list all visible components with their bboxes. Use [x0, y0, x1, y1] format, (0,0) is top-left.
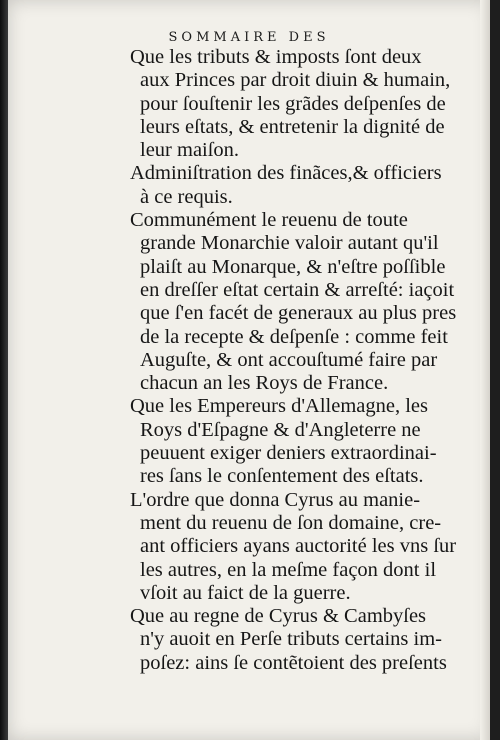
text-line: Auguſte, & ont accouſtumé faire par — [140, 348, 438, 371]
text-line: L'ordre que donna Cyrus au manie- — [130, 488, 421, 511]
text-line: Que au regne de Cyrus & Cambyſes — [130, 605, 427, 628]
page-edge — [480, 0, 490, 740]
text-line: que ſ'en facét de generaux au plus pres — [140, 302, 457, 325]
book-gutter — [0, 0, 8, 740]
text-line: pour ſouſtenir les grãdes deſpenſes de — [140, 92, 446, 115]
text-line: ment du reuenu de ſon domaine, cre- — [140, 511, 442, 534]
summary-entry — [130, 46, 470, 162]
text-line: ant officiers ayans auctorité les vns ſur — [140, 535, 457, 558]
text-line: Roys d'Eſpagne & d'Angleterre ne — [140, 418, 421, 441]
text-line: Que les Empereurs d'Allemagne, les — [130, 395, 429, 418]
text-line: leur maiſon. — [140, 139, 240, 162]
text-line: à ce requis. — [140, 185, 233, 208]
text-line: les autres, en la meſme façon dont il — [140, 558, 437, 581]
summary-entry — [130, 489, 470, 605]
summary-entry — [130, 209, 470, 395]
running-head: SOMMAIRE DES — [168, 30, 330, 45]
summary-entry — [130, 605, 470, 675]
text-line: chacun an les Roys de France. — [140, 372, 389, 395]
text-line: Que les tributs & imposts ſont deux — [130, 46, 422, 68]
summary-entry — [130, 162, 470, 209]
book-page — [8, 0, 490, 740]
text-line: aux Princes par droit diuin & humain, — [140, 69, 451, 92]
text-line: leurs eſtats, & entretenir la dignité de — [140, 115, 445, 138]
text-line: de la recepte & deſpenſe : comme feit — [140, 325, 448, 348]
text-line: n'y auoit en Perſe tributs certains im- — [140, 628, 443, 651]
text-line: Communément le reuenu de toute — [130, 209, 408, 232]
text-line: vſoit au faict de la guerre. — [140, 581, 351, 604]
summary-text — [130, 46, 470, 675]
text-line: peuuent exiger deniers extraordinai- — [140, 442, 437, 465]
text-line: plaiſt au Monarque, & n'eſtre poſſible — [140, 255, 446, 278]
text-line: en dreſſer eſtat certain & arreſté: iaçoit — [140, 278, 455, 301]
summary-entry — [130, 395, 470, 488]
text-line: poſez: ains ſe contẽtoient des preſents — [140, 651, 447, 674]
text-line: res ſans le conſentement des eſtats. — [140, 465, 424, 488]
text-line: Adminiſtration des finãces,& officiers — [130, 162, 442, 185]
text-line: grande Monarchie valoir autant qu'il — [140, 232, 439, 255]
